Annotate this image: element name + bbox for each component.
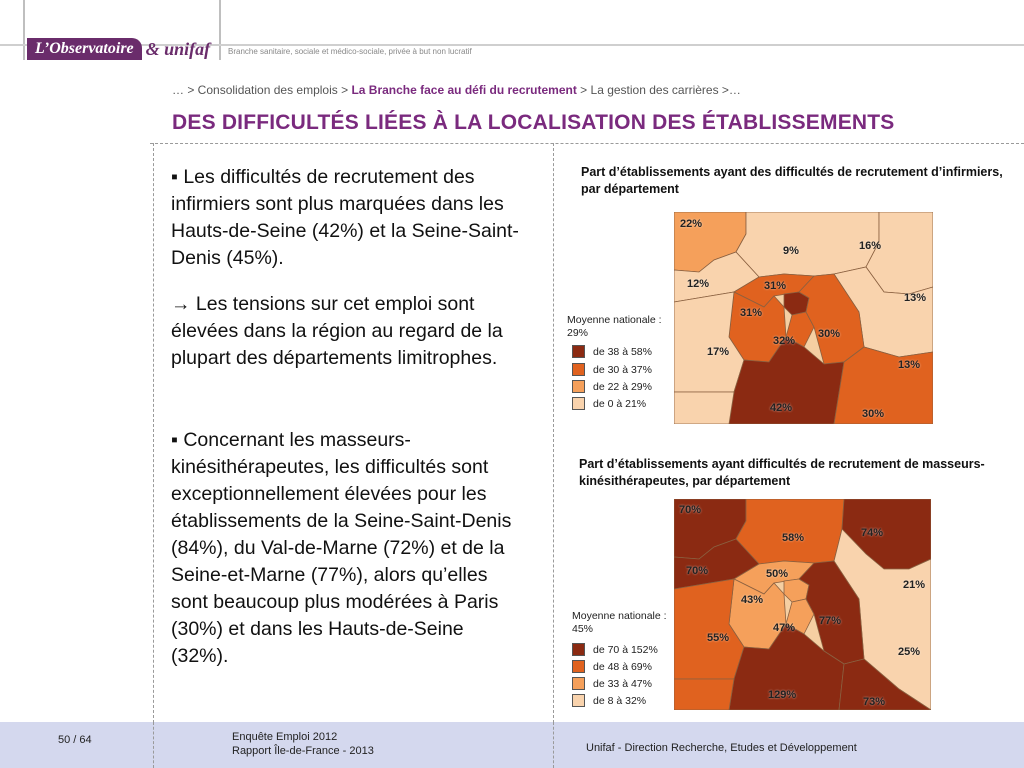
chart2-label: 43% [741,594,764,606]
chart2-label: 58% [782,532,805,544]
chart2-legend-item [572,643,658,656]
chart1-label: 13% [904,292,927,304]
logo-divider-right [219,0,221,60]
chart2-map [674,499,931,710]
chart2-label: 55% [707,632,730,644]
chart2-label: 50% [766,568,789,580]
footer-organization: Unifaf - Direction Recherche, Etudes et Développement [586,742,857,754]
chart1-title: Part d’établissements ayant des difficultés de recrutement d’infirmiers, par département [581,165,1003,196]
chart2-label: 70% [679,504,702,516]
paragraph-nurses: ▪ Les difficultés de recrutement des infirmiers sont plus marquées dans les Hauts-de-Seine (42%) et la Seine-Saint-Denis (45%). [171,166,519,269]
chart1-region-ssw [674,392,734,424]
chart1-label: 31% [764,280,787,292]
chart2-label: 25% [898,646,921,658]
chart2-legend-label: de 70 à 152% [593,643,658,656]
chart2-legend-label: de 33 à 47% [593,677,652,690]
chart2-title: Part d’établissements ayant difficultés de recrutement de masseurs-kinésithérapeutes, par département [579,457,985,488]
paragraph-tensions: → Les tensions sur cet emploi sont élevées dans la région au regard de la plupart des départements limitrophes. [171,293,503,369]
chart1-legend-item [572,380,652,393]
chart2-label: 77% [819,615,842,627]
chart1-label: 9% [783,245,799,257]
chart2-legend-item [572,660,652,673]
chart1-label: 32% [773,335,796,347]
chart1-legend-label: de 22 à 29% [593,380,652,393]
paragraph-physiotherapists: ▪ Concernant les masseurs-kinésithérapeutes, les difficultés sont exceptionnellement élevées pour les établissements de la Seine-Saint-Denis (84%), du Val-de-Marne (72%) et de la Seine-et-Marne (77%), alors qu’elles sont beaucoup plus modérées à Paris (30%) et dans les Hauts-de-Seine (32%). [171,429,512,667]
footer-divider-left [153,722,154,768]
chart1-legend-item [572,363,652,376]
chart1-map-svg [674,212,933,424]
chart2-legend-label: de 8 à 32% [593,694,647,707]
chart1-label: 13% [898,359,921,371]
content-top-divider [150,143,1024,144]
chart2-legend-swatch [572,694,585,707]
footer [0,722,1024,768]
chart1-label: 30% [818,328,841,340]
chart1-legend-title: Moyenne nationale : 29% [567,314,662,339]
chart2-label: 70% [686,565,709,577]
chart1-label: 22% [680,218,703,230]
breadcrumb-suffix: > La gestion des carrières >… [576,83,741,97]
logo-tagline: Branche sanitaire, sociale et médico-sociale, privée à but non lucratif [228,47,472,56]
chart1-map [674,212,933,424]
column-divider [553,143,554,723]
chart1-legend-swatch [572,380,585,393]
chart1-legend-swatch [572,345,585,358]
chart2-label: 47% [773,622,796,634]
footer-survey-title: Enquête Emploi 2012 [232,731,338,743]
breadcrumb [172,83,741,97]
chart2-map-svg [674,499,931,710]
chart2-legend-item [572,694,646,707]
chart1-legend-label: de 30 à 37% [593,363,652,376]
logo-unifaf-text: & unifaf [145,38,211,59]
chart1-label: 31% [740,307,763,319]
page-title: DES DIFFICULTÉS LIÉES À LA LOCALISATION DES ÉTABLISSEMENTS [172,111,895,134]
observatoire-logo [27,36,210,62]
page-number: 50 / 64 [58,734,92,746]
chart2-legend-label: de 48 à 69% [593,660,652,673]
logo-divider-left [23,0,25,60]
chart2-legend-title: Moyenne nationale : 45% [572,610,667,635]
chart1-label: 42% [770,402,793,414]
chart1-legend-label: de 38 à 58% [593,345,652,358]
chart2-label: 129% [768,689,797,701]
chart1-label: 16% [859,240,882,252]
footer-divider-right [553,722,554,768]
top-bar [0,0,1024,70]
chart2-label: 73% [863,696,886,708]
chart2-legend-swatch [572,677,585,690]
chart1-legend-label: de 0 à 21% [593,397,647,410]
logo-observatoire-text: L’Observatoire [27,38,142,60]
chart1-label: 30% [862,408,885,420]
chart2-label: 21% [903,579,926,591]
chart2-legend-item [572,677,652,690]
chart2-label: 74% [861,527,884,539]
chart1-legend-swatch [572,363,585,376]
left-margin-divider [153,143,154,723]
breadcrumb-current: La Branche face au défi du recrutement [351,83,577,97]
chart1-legend-item [572,345,652,358]
chart1-region-n [736,212,882,277]
chart1-legend-swatch [572,397,585,410]
chart1-label: 12% [687,278,710,290]
chart1-label: 17% [707,346,730,358]
chart2-legend-swatch [572,643,585,656]
chart2-legend-swatch [572,660,585,673]
chart2-region-ssw [674,679,734,710]
breadcrumb-prefix: … > Consolidation des emplois > [172,83,352,97]
footer-report-title: Rapport Île-de-France - 2013 [232,745,374,757]
chart1-legend-item [572,397,646,410]
